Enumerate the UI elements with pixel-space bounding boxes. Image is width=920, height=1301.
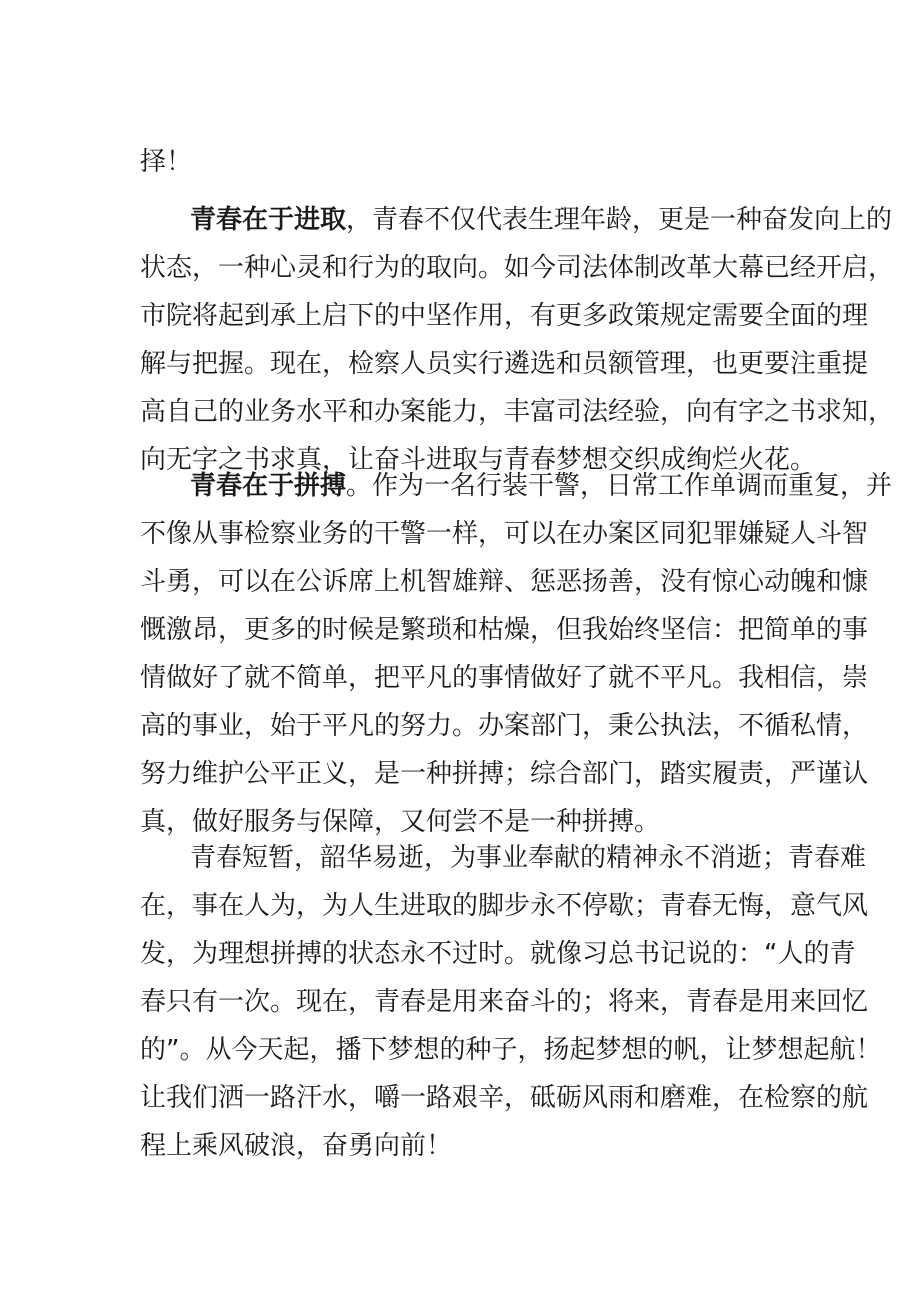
paragraph-line: 状态，一种心灵和行为的取向。如今司法体制改革大幕已经开启， [140,253,895,283]
paragraph-line: 在，事在人为，为人生进取的脚步永不停歇；青春无悔，意气风 [140,891,869,921]
paragraph-line: 真，做好服务与保障，又何尝不是一种拼搏。 [140,807,661,837]
paragraph-heading: 青春在于拼搏 [190,471,347,501]
paragraph-line: 斗勇，可以在公诉席上机智雄辩、惩恶扬善，没有惊心动魄和慷 [140,567,869,597]
paragraph-line: 程上乘风破浪，奋勇向前！ [140,1131,453,1161]
paragraph-line: 向无字之书求真，让奋斗进取与青春梦想交织成绚烂火花。 [140,445,817,475]
paragraph-heading-line [190,200,893,240]
paragraph-line: 春只有一次。现在，青春是用来奋斗的；将来，青春是用来回忆 [140,987,869,1017]
paragraph-text: 。作为一名行装干警，日常工作单调而重复，并 [346,471,893,501]
paragraph-line: 让我们洒一路汗水，嚼一路艰辛，砥砺风雨和磨难，在检察的航 [140,1083,869,1113]
paragraph-line: 市院将起到承上启下的中坚作用，有更多政策规定需要全面的理 [140,301,869,331]
paragraph-line: 发，为理想拼搏的状态永不过时。就像习总书记说的：“人的青 [140,939,856,969]
paragraph-heading: 青春在于进取 [190,205,347,235]
paragraph-line: 慨激昂，更多的时候是繁琐和枯燥，但我始终坚信：把简单的事 [140,615,869,645]
paragraph-heading-line [190,466,893,506]
paragraph-line: 努力维护公平正义，是一种拼搏；综合部门，踏实履责，严谨认 [140,759,869,789]
paragraph-line: 青春短暂，韶华易逝，为事业奉献的精神永不消逝；青春难 [190,843,867,873]
paragraph-text: ，青春不仅代表生理年龄，更是一种奋发向上的 [346,205,893,235]
paragraph-line: 解与把握。现在，检察人员实行遴选和员额管理，也更要注重提 [140,349,869,379]
paragraph-line: 不像从事检察业务的干警一样，可以在办案区同犯罪嫌疑人斗智 [140,519,869,549]
paragraph-line: 择！ [140,147,193,177]
paragraph-line: 高自己的业务水平和办案能力，丰富司法经验，向有字之书求知， [140,397,895,427]
paragraph-line: 的”。从今天起，播下梦想的种子，扬起梦想的帆，让梦想起航！ [140,1035,882,1065]
paragraph-line: 情做好了就不简单，把平凡的事情做好了就不平凡。我相信，崇 [140,663,869,693]
paragraph-line: 高的事业，始于平凡的努力。办案部门，秉公执法，不循私情， [140,711,869,741]
